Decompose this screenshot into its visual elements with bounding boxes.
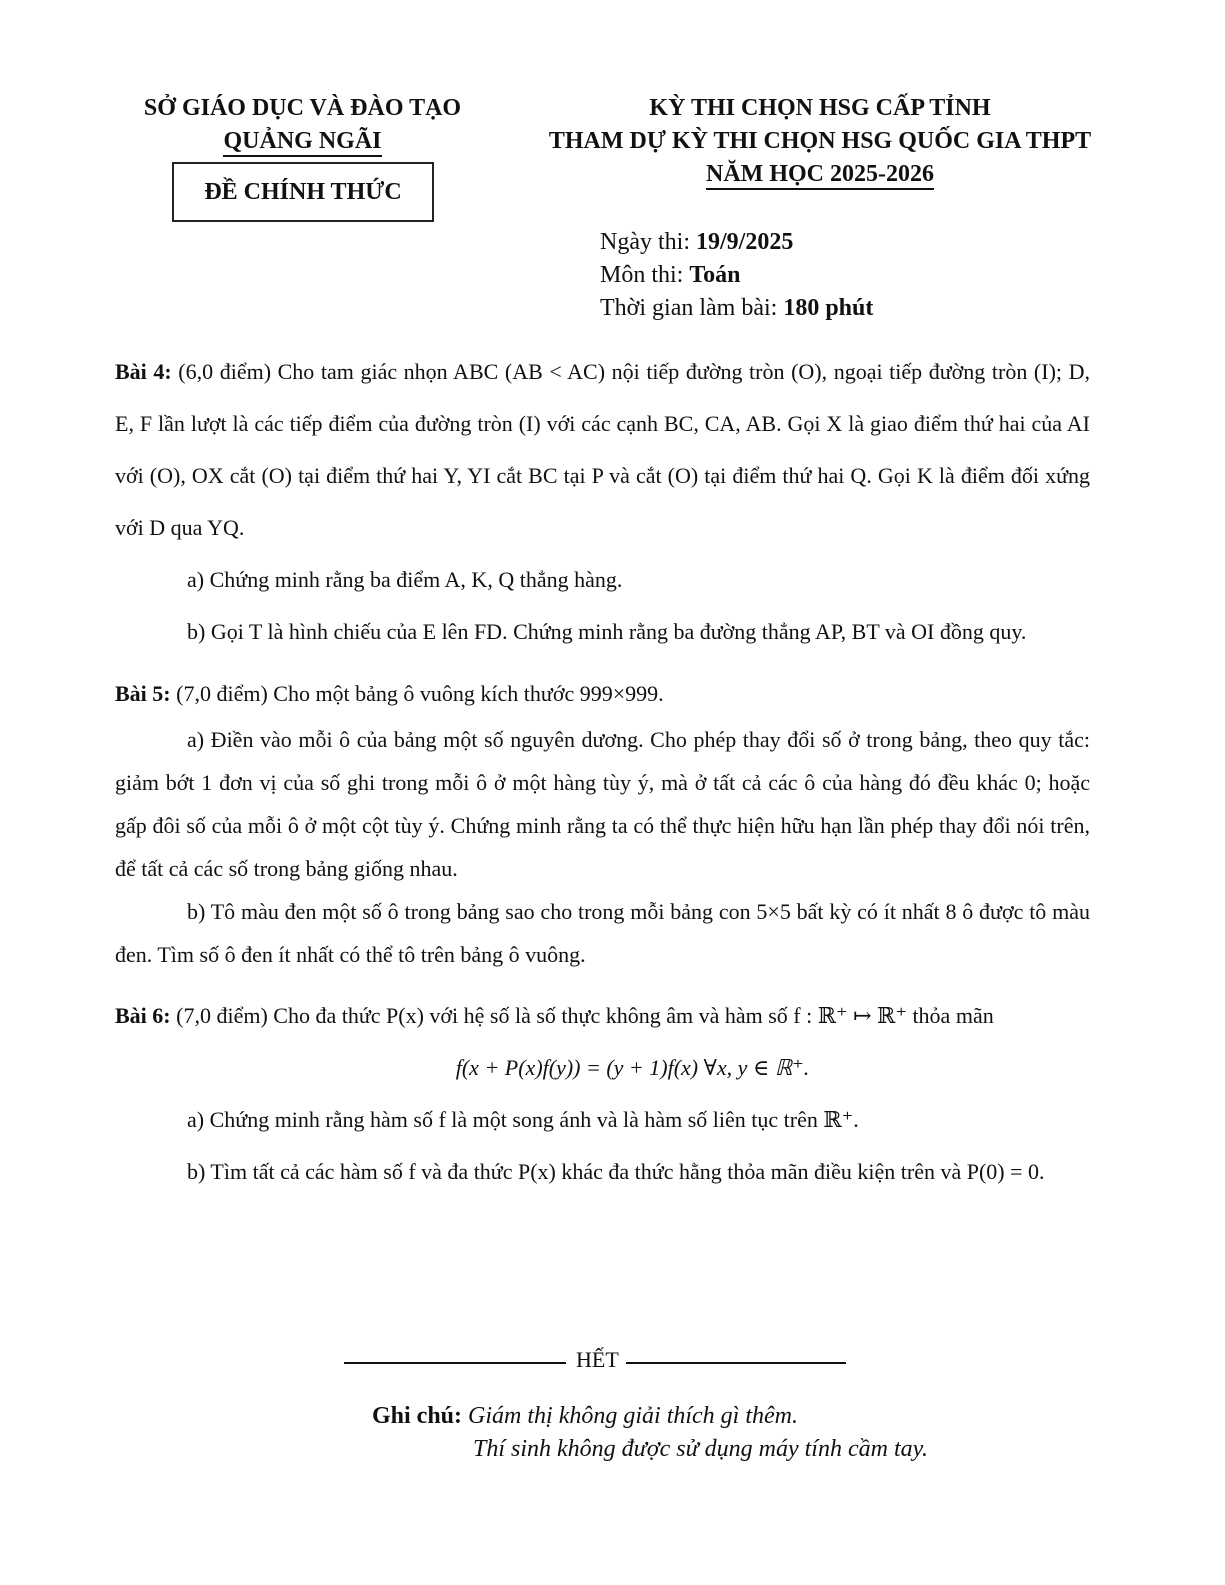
problem-5-title: Bài 5: bbox=[115, 681, 171, 706]
problem-4-title: Bài 4: bbox=[115, 359, 172, 384]
exam-subject: Toán bbox=[689, 262, 741, 288]
note-label: Ghi chú: bbox=[372, 1403, 463, 1429]
problem-6 bbox=[115, 990, 1090, 1198]
department-name: SỞ GIÁO DỤC VÀ ĐÀO TẠO bbox=[143, 95, 462, 121]
problem-5-part-b: b) Tô màu đen một số ô trong bảng sao cho trong mỗi bảng con 5×5 bất kỳ có ít nhất 8 ô được tô màu đen. Tìm số ô đen ít nhất có thể tô trên bảng ô vuông. bbox=[115, 899, 1090, 967]
exam-subject-label: Môn thi: bbox=[600, 262, 684, 288]
problem-6-part-b: b) Tìm tất cả các hàm số f và đa thức P(x) khác đa thức hằng thỏa mãn điều kiện trên và P(0) = 0. bbox=[187, 1159, 1045, 1184]
end-rule-right bbox=[626, 1362, 846, 1364]
exam-time-row bbox=[600, 292, 873, 325]
exam-time: 180 phút bbox=[783, 295, 874, 321]
note-line-1: Giám thị không giải thích gì thêm. bbox=[468, 1403, 798, 1429]
exam-title: KỲ THI CHỌN HSG CẤP TỈNH bbox=[649, 95, 991, 121]
problem-6-title: Bài 6: bbox=[115, 1003, 171, 1028]
end-marker bbox=[344, 1345, 846, 1375]
problem-5-intro: (7,0 điểm) Cho một bảng ô vuông kích thước 999×999. bbox=[176, 681, 664, 706]
exam-date: 19/9/2025 bbox=[696, 229, 794, 255]
exam-subject-row bbox=[600, 259, 873, 292]
problem-4-part-b: b) Gọi T là hình chiếu của E lên FD. Chứng minh rằng ba đường thẳng AP, BT và OI đồng quy. bbox=[187, 619, 1027, 644]
province-name: QUẢNG NGÃI bbox=[223, 127, 381, 157]
problems bbox=[115, 346, 1090, 1212]
header-right bbox=[520, 92, 1120, 191]
exam-subtitle: THAM DỰ KỲ THI CHỌN HSG QUỐC GIA THPT bbox=[548, 128, 1092, 154]
exam-date-label: Ngày thi: bbox=[600, 229, 690, 255]
exam-info bbox=[600, 226, 873, 325]
header-left bbox=[115, 92, 490, 158]
problem-4 bbox=[115, 346, 1090, 658]
problem-5-part-a: a) Điền vào mỗi ô của bảng một số nguyên dương. Cho phép thay đổi số ở trong bảng, theo quy tắc: giảm bớt 1 đơn vị của số ghi trong mỗi ô ở một hàng tùy ý, mà ở tất cả các ô của hàng đó đều khác 0; hoặc gấp đôi số của mỗi ô ở một cột tùy ý. Chứng minh rằng ta có thể thực hiện hữu hạn lần phép thay đổi nói trên, để tất cả các số trong bảng giống nhau. bbox=[115, 727, 1090, 881]
official-stamp-box: ĐỀ CHÍNH THỨC bbox=[172, 162, 434, 222]
note-line-2: Thí sinh không được sử dụng máy tính cầm tay. bbox=[473, 1436, 928, 1462]
exam-date-row bbox=[600, 226, 873, 259]
exam-time-label: Thời gian làm bài: bbox=[600, 295, 778, 321]
problem-6-intro: (7,0 điểm) Cho đa thức P(x) với hệ số là số thực không âm và hàm số f : ℝ⁺ ↦ ℝ⁺ thỏa mãn bbox=[176, 1003, 994, 1028]
problem-4-intro: (6,0 điểm) Cho tam giác nhọn ABC (AB < AC) nội tiếp đường tròn (O), ngoại tiếp đường tròn (I); D, E, F lần lượt là các tiếp điểm của đường tròn (I) với các cạnh BC, CA, AB. Gọi X là giao điểm thứ hai của AI với (O), OX cắt (O) tại điểm thứ hai Y, YI cắt BC tại P và cắt (O) tại điểm thứ hai Q. Gọi K là điểm đối xứng với D qua YQ. bbox=[115, 359, 1090, 540]
problem-4-part-a: a) Chứng minh rằng ba điểm A, K, Q thẳng hàng. bbox=[187, 567, 623, 592]
school-year: NĂM HỌC 2025-2026 bbox=[706, 160, 934, 190]
problem-6-part-a: a) Chứng minh rằng hàm số f là một song ánh và là hàm số liên tục trên ℝ⁺. bbox=[187, 1107, 859, 1132]
end-text: HẾT bbox=[576, 1347, 619, 1372]
note bbox=[372, 1400, 928, 1466]
end-rule-left bbox=[344, 1362, 566, 1364]
problem-5 bbox=[115, 672, 1090, 976]
functional-equation: f(x + P(x)f(y)) = (y + 1)f(x) ∀x, y ∈ ℝ⁺. bbox=[455, 1055, 810, 1080]
